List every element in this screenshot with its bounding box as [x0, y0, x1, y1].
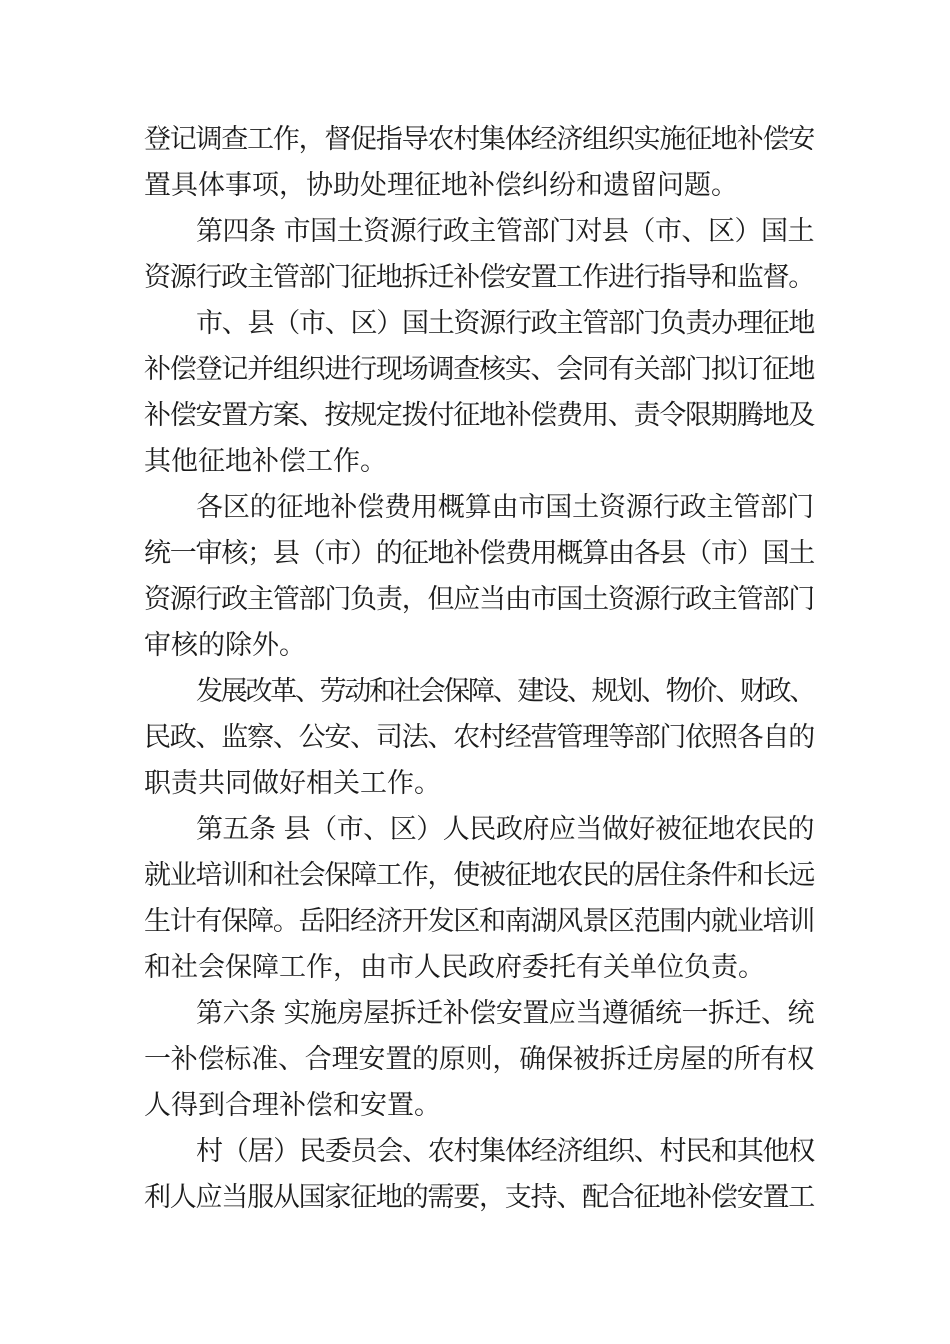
text-line: 资源行政主管部门征地拆迁补偿安置工作进行指导和监督。: [144, 262, 814, 293]
text-line: 其他征地补偿工作。: [144, 446, 387, 477]
text-line: 利人应当服从国家征地的需要，支持、配合征地补偿安置工: [144, 1182, 814, 1213]
text-line: 和社会保障工作，由市人民政府委托有关单位负责。: [144, 952, 765, 983]
text-line: 补偿登记并组织进行现场调查核实、会同有关部门拟订征地: [144, 354, 814, 385]
text-line: 一补偿标准、合理安置的原则，确保被拆迁房屋的所有权: [144, 1044, 814, 1075]
text-line: 统一审核；县（市）的征地补偿费用概算由各县（市）国土: [144, 538, 814, 569]
text-line: 置具体事项，协助处理征地补偿纠纷和遗留问题。: [144, 170, 738, 201]
text-line: 人得到合理补偿和安置。: [144, 1090, 441, 1121]
text-line: 职责共同做好相关工作。: [144, 768, 441, 799]
paragraph-start-line: 各区的征地补偿费用概算由市国土资源行政主管部门: [196, 492, 814, 523]
text-line: 民政、监察、公安、司法、农村经营管理等部门依照各自的: [144, 722, 814, 753]
text-line: 资源行政主管部门负责，但应当由市国土资源行政主管部门: [144, 584, 814, 615]
paragraph-start-line: 村（居）民委员会、农村集体经济组织、村民和其他权: [196, 1136, 814, 1167]
text-line: 补偿安置方案、按规定拨付征地补偿费用、责令限期腾地及: [144, 400, 814, 431]
text-line: 就业培训和社会保障工作，使被征地农民的居住条件和长远: [144, 860, 814, 891]
text-line: 登记调查工作，督促指导农村集体经济组织实施征地补偿安: [144, 124, 814, 155]
paragraph-start-line: 市、县（市、区）国土资源行政主管部门负责办理征地: [196, 308, 814, 339]
document-body: [144, 117, 814, 1221]
article-6-heading-line: 第六条 实施房屋拆迁补偿安置应当遵循统一拆迁、统: [196, 998, 815, 1029]
article-5-heading-line: 第五条 县（市、区）人民政府应当做好被征地农民的: [196, 814, 815, 845]
paragraph-start-line: 发展改革、劳动和社会保障、建设、规划、物价、财政、: [196, 676, 814, 707]
text-line: 生计有保障。岳阳经济开发区和南湖风景区范围内就业培训: [144, 906, 814, 937]
text-line: 审核的除外。: [144, 630, 306, 661]
article-4-heading-line: 第四条 市国土资源行政主管部门对县（市、区）国土: [196, 216, 815, 247]
